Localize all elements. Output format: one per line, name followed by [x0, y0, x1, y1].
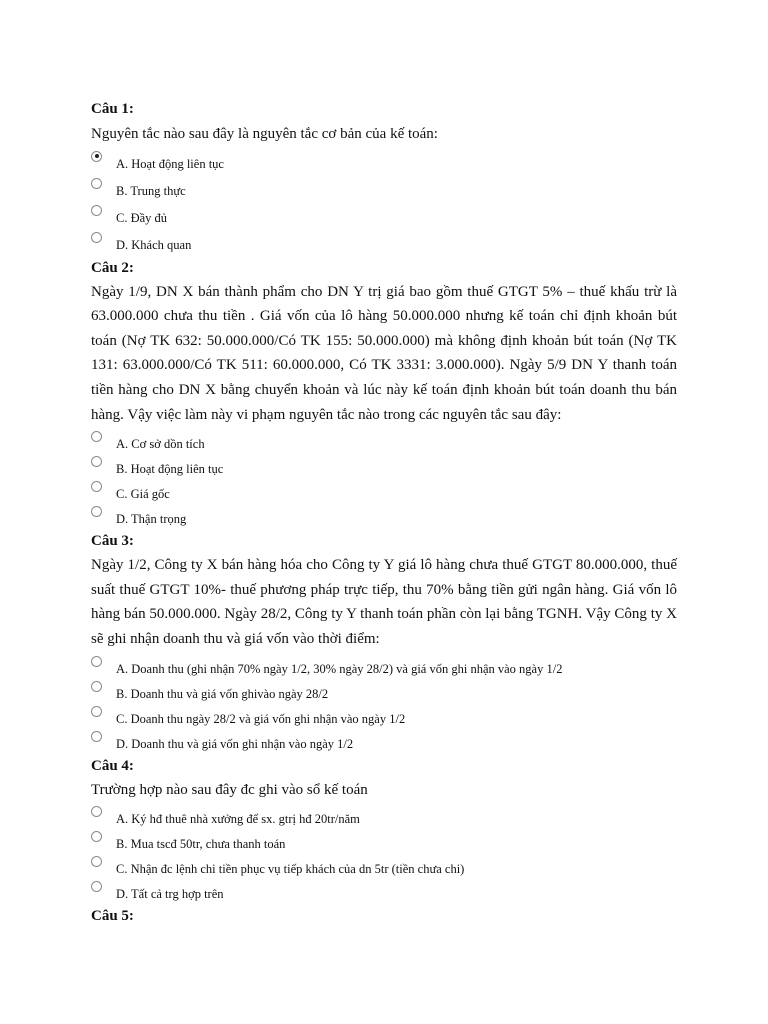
option-c[interactable] — [91, 708, 677, 733]
radio-icon[interactable] — [91, 431, 102, 442]
radio-icon[interactable] — [91, 881, 102, 892]
option-list — [91, 433, 677, 531]
option-c[interactable] — [91, 483, 677, 508]
radio-icon[interactable] — [91, 232, 102, 243]
radio-icon[interactable] — [91, 481, 102, 492]
question-title: Câu 5: — [91, 908, 134, 925]
radio-selected-icon[interactable] — [91, 151, 102, 162]
question-3 — [91, 531, 677, 755]
option-d[interactable] — [91, 508, 677, 531]
radio-icon[interactable] — [91, 205, 102, 216]
question-title: Câu 3: — [91, 533, 134, 550]
question-text: Ngày 1/9, DN X bán thành phẩm cho DN Y trị giá bao gồm thuế GTGT 5% – thuế khấu trừ là 63.000.000 chưa thu tiền . Giá vốn của lô hàng 50.000.000 nhưng kế toán chỉ định khoản bút toán (Nợ TK 632: 50.000.000/Có TK 155: 50.000.000) mà không định khoản bút toán (Nợ TK 131: 63.000.000/Có TK 511: 60.000.000, Có TK 3331: 3.000.000). Ngày 5/9 DN Y thanh toán tiền hàng cho DN X bằng chuyển khoản và lúc này kế toán định khoản bút toán doanh thu bán hàng. Vậy việc làm này vi phạm nguyên tắc nào trong các nguyên tắc sau đây: — [91, 283, 677, 423]
option-c[interactable] — [91, 207, 677, 234]
option-label: C. Doanh thu ngày 28/2 và giá vốn ghi nhận vào ngày 1/2 — [116, 711, 406, 726]
option-label: C. Đầy đủ — [116, 210, 168, 225]
radio-icon[interactable] — [91, 681, 102, 692]
option-list — [91, 153, 677, 258]
option-a[interactable] — [91, 153, 677, 180]
option-label: B. Trung thực — [116, 183, 186, 198]
question-2 — [91, 258, 677, 532]
option-label: D. Doanh thu và giá vốn ghi nhận vào ngày 1/2 — [116, 736, 354, 751]
option-b[interactable] — [91, 458, 677, 483]
option-label: A. Cơ sở dồn tích — [116, 437, 205, 452]
option-label: A. Ký hđ thuê nhà xưởng để sx. gtrị hđ 20tr/năm — [116, 812, 360, 827]
document-page — [91, 99, 677, 926]
radio-icon[interactable] — [91, 856, 102, 867]
radio-icon[interactable] — [91, 506, 102, 517]
question-text: Ngày 1/2, Công ty X bán hàng hóa cho Công ty Y giá lô hàng chưa thuế GTGT 80.000.000, thuế suất thuế GTGT 10%- thuế phương pháp trực tiếp, thu 70% bằng tiền gửi ngân hàng. Giá vốn lô hàng bán 50.000.000. Ngày 28/2, Công ty Y thanh toán phần còn lại bằng TGNH. Vậy Công ty X sẽ ghi nhận doanh thu và giá vốn vào thời điểm: — [91, 557, 677, 647]
option-d[interactable] — [91, 733, 677, 756]
radio-icon[interactable] — [91, 806, 102, 817]
option-label: C. Giá gốc — [116, 487, 170, 502]
option-b[interactable] — [91, 180, 677, 207]
question-title: Câu 1: — [91, 101, 134, 117]
option-label: C. Nhận đc lệnh chi tiền phục vụ tiếp khách của dn 5tr (tiền chưa chi) — [116, 862, 465, 877]
option-label: D. Khách quan — [116, 237, 192, 252]
option-b[interactable] — [91, 683, 677, 708]
question-title: Câu 4: — [91, 757, 134, 774]
option-label: D. Tất cả trg hợp trên — [116, 887, 224, 902]
option-label: A. Hoạt động liên tục — [116, 156, 224, 171]
option-b[interactable] — [91, 833, 677, 858]
question-text: Trường hợp nào sau đây đc ghi vào sổ kế toán — [91, 781, 368, 798]
question-title: Câu 2: — [91, 259, 134, 276]
question-5 — [91, 906, 677, 926]
radio-icon[interactable] — [91, 731, 102, 742]
radio-icon[interactable] — [91, 456, 102, 467]
option-label: A. Doanh thu (ghi nhận 70% ngày 1/2, 30% ngày 28/2) và giá vốn ghi nhận vào ngày 1/2 — [116, 661, 563, 676]
option-label: B. Hoạt động liên tục — [116, 462, 224, 477]
option-a[interactable] — [91, 808, 677, 833]
radio-icon[interactable] — [91, 656, 102, 667]
radio-icon[interactable] — [91, 706, 102, 717]
option-a[interactable] — [91, 658, 677, 683]
option-d[interactable] — [91, 234, 677, 258]
question-text: Nguyên tắc nào sau đây là nguyên tắc cơ bản của kế toán: — [91, 126, 438, 142]
option-c[interactable] — [91, 858, 677, 883]
option-label: B. Doanh thu và giá vốn ghivào ngày 28/2 — [116, 686, 329, 701]
option-list — [91, 808, 677, 906]
option-a[interactable] — [91, 433, 677, 458]
question-1 — [91, 99, 677, 258]
option-d[interactable] — [91, 883, 677, 906]
radio-icon[interactable] — [91, 178, 102, 189]
option-list — [91, 658, 677, 756]
radio-icon[interactable] — [91, 831, 102, 842]
option-label: B. Mua tscđ 50tr, chưa thanh toán — [116, 837, 286, 852]
question-4 — [91, 756, 677, 907]
option-label: D. Thận trọng — [116, 512, 187, 527]
